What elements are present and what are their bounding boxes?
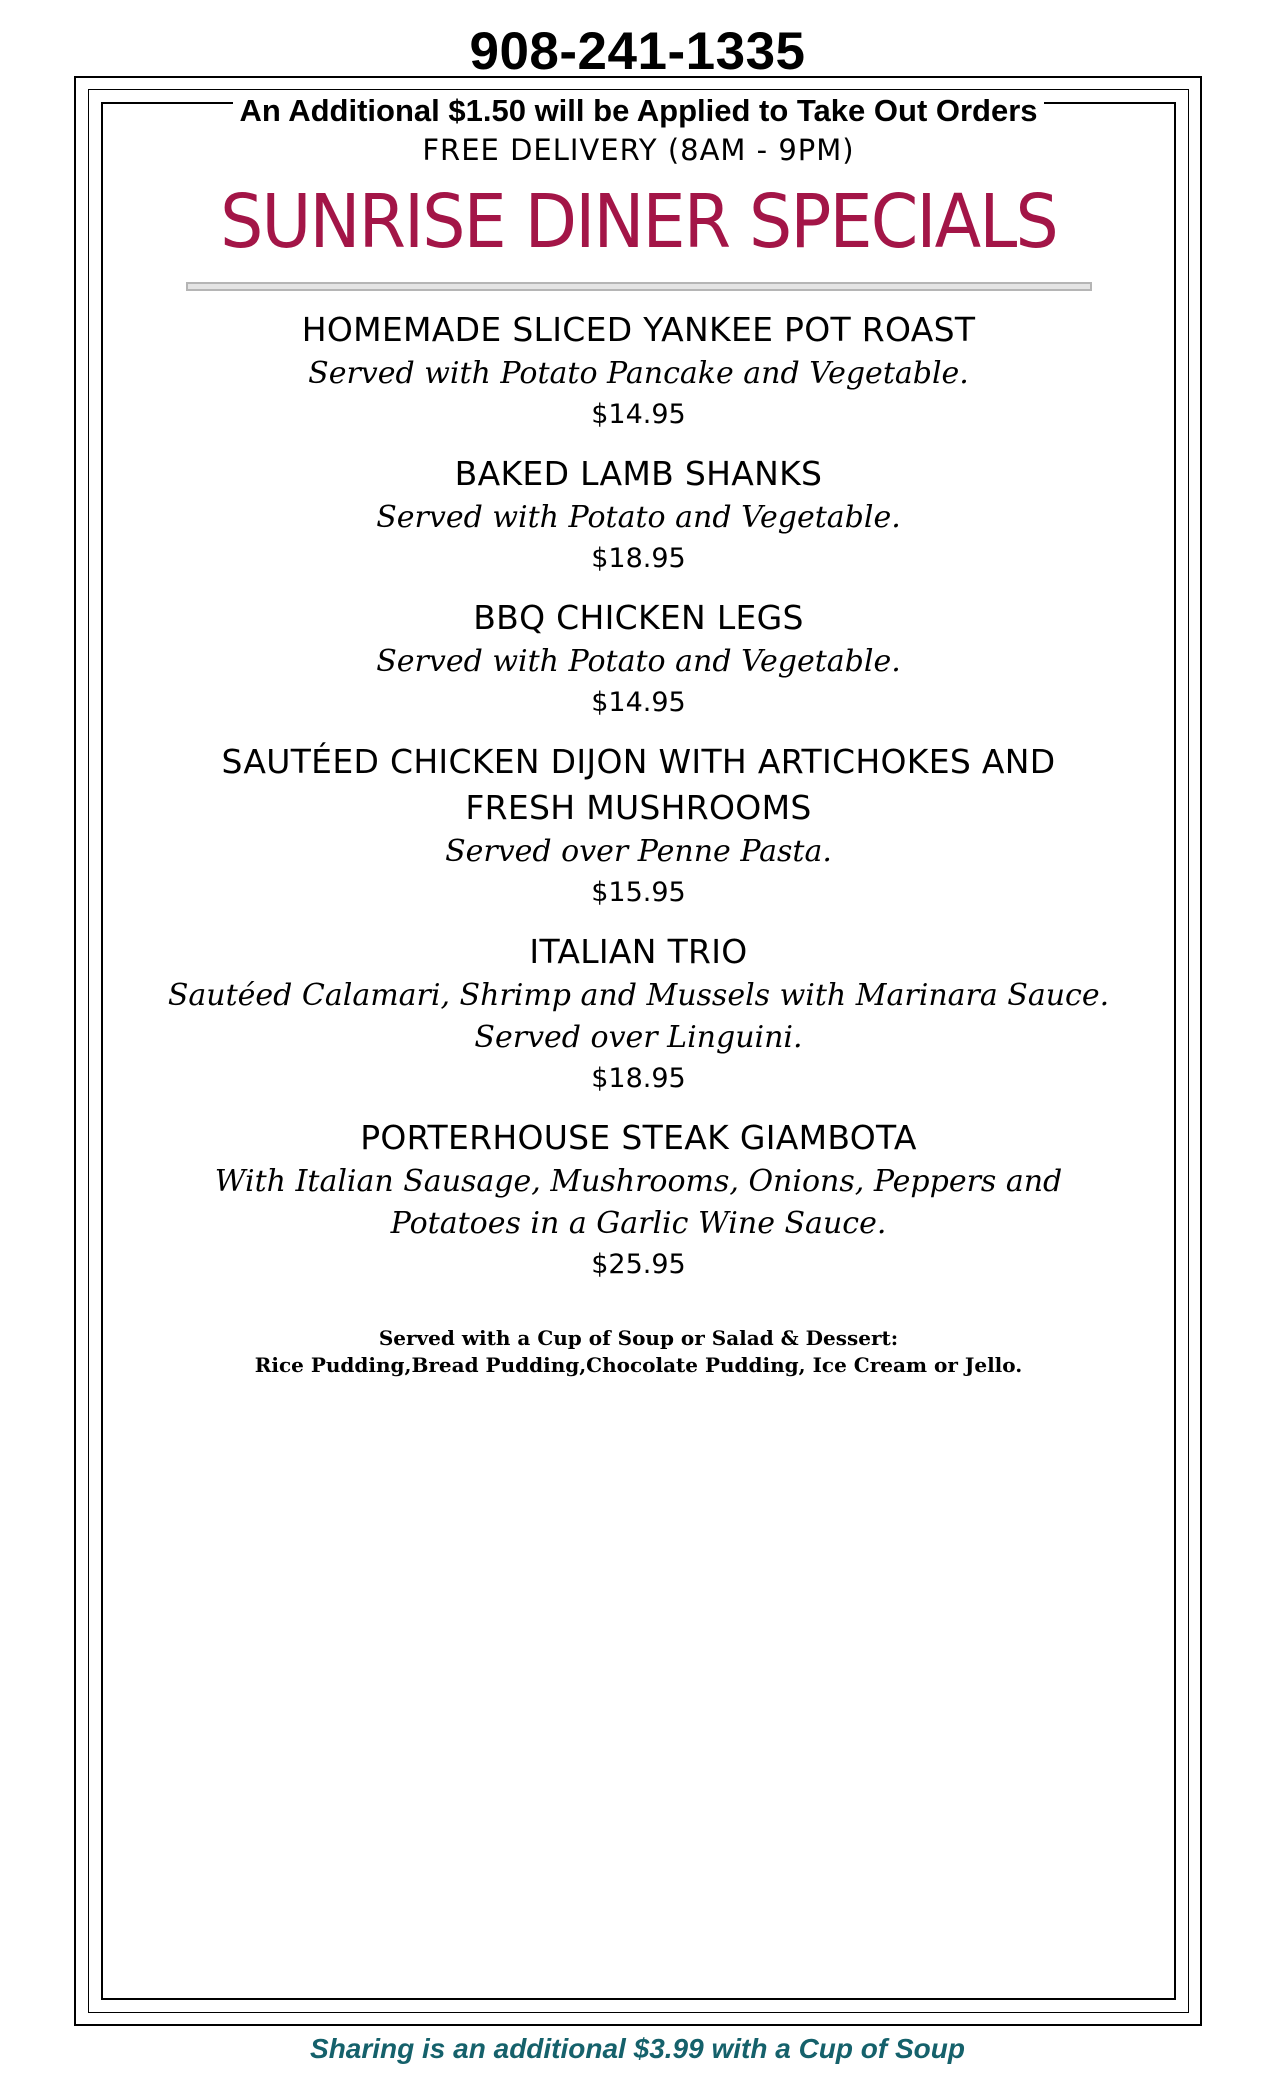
menu-content xyxy=(101,86,1176,1379)
item-description: Served with Potato and Vegetable. xyxy=(376,500,901,535)
specials-list xyxy=(101,307,1176,1285)
served-with-line1: Served with a Cup of Soup or Salad & Dessert: xyxy=(378,1326,899,1350)
item-description: Served with Potato Pancake and Vegetable. xyxy=(308,356,969,391)
item-description-line2: Served over Linguini. xyxy=(474,1020,803,1055)
sharing-note: Sharing is an additional $3.99 with a Cup of Soup xyxy=(310,2033,965,2064)
item-description: Served with Potato and Vegetable. xyxy=(376,644,901,679)
item-name: HOMEMADE SLICED YANKEE POT ROAST xyxy=(301,310,976,349)
title-divider xyxy=(186,282,1092,291)
item-price: $14.95 xyxy=(591,399,686,430)
phone-number: 908-241-1335 xyxy=(469,22,806,81)
menu-item xyxy=(101,1115,1176,1285)
delivery-notice: FREE DELIVERY (8AM - 9PM) xyxy=(422,133,855,167)
menu-item xyxy=(101,307,1176,435)
served-with-line2: Rice Pudding,Bread Pudding,Chocolate Pudding, Ice Cream or Jello. xyxy=(254,1353,1023,1377)
item-name-line2: FRESH MUSHROOMS xyxy=(465,788,812,827)
item-price: $18.95 xyxy=(591,543,686,574)
item-name: BAKED LAMB SHANKS xyxy=(454,454,823,493)
menu-item xyxy=(101,451,1176,579)
item-description-line2: Potatoes in a Garlic Wine Sauce. xyxy=(390,1206,887,1241)
item-price: $25.95 xyxy=(591,1249,686,1280)
item-description: Sautéed Calamari, Shrimp and Mussels with Marinara Sauce. xyxy=(167,978,1110,1013)
menu-title: SUNRISE DINER SPECIALS xyxy=(220,179,1057,265)
item-name: ITALIAN TRIO xyxy=(529,932,748,971)
menu-item xyxy=(101,739,1176,913)
item-name: BBQ CHICKEN LEGS xyxy=(473,598,804,637)
takeout-notice: An Additional $1.50 will be Applied to Take Out Orders xyxy=(233,94,1043,128)
menu-item xyxy=(101,595,1176,723)
item-name: SAUTÉED CHICKEN DIJON WITH ARTICHOKES AND xyxy=(221,742,1056,781)
item-name: PORTERHOUSE STEAK GIAMBOTA xyxy=(360,1118,917,1157)
item-description: Served over Penne Pasta. xyxy=(445,834,832,869)
menu-item xyxy=(101,929,1176,1099)
item-price: $15.95 xyxy=(591,877,686,908)
item-price: $18.95 xyxy=(591,1063,686,1094)
item-description: With Italian Sausage, Mushrooms, Onions, Peppers and xyxy=(214,1164,1063,1199)
item-price: $14.95 xyxy=(591,687,686,718)
served-with-note xyxy=(101,1325,1176,1379)
